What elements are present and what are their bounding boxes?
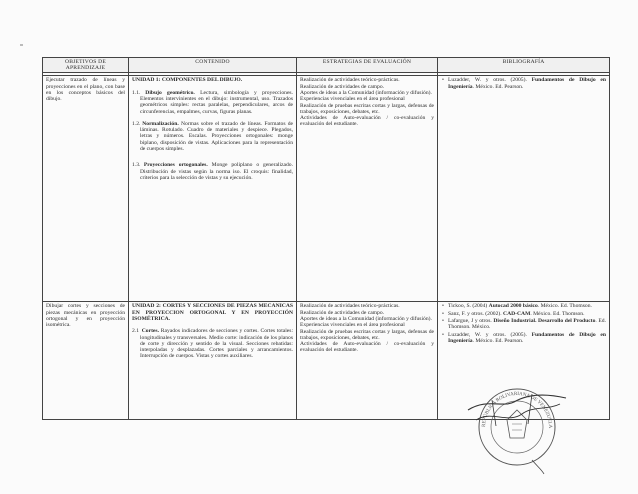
section-1-1: 1.1. Dibujo geométrico. Lectura, simbología y proyecciones. Elementos intervinientes en el dibujo: instrumental, uso. Trazados geométricos simples: rectas paralelas, perpendiculares, arcos de circunferencias, empalmes, curvas, figuras planas. <box>132 89 294 115</box>
header-objetivos: OBJETIVOS DE APRENDIZAJE <box>43 58 129 73</box>
header-row <box>43 58 610 73</box>
seal-ring-text: REPÚBLICA BOLIVARIANA DE VENEZUELA <box>481 391 553 429</box>
estrategia-item: Experiencias vivenciales en el área profesional <box>300 96 405 103</box>
estrategia-item: Realización de actividades teórico-prácticas. <box>300 303 400 310</box>
section-2-1: 2.1 Cortes. Rayados indicadores de secciones y cortes. Cortes totales: longitudinales y transversales. Medio corte: indicación de los planos de corte y dirección y sentido de la visual. Secciones rebatidas: interpoladas y desplazadas. Cortes parciales y arrancamientos. Interrupción de cuerpos. Vistas y cortes auxiliares. <box>132 328 294 360</box>
bib-entry: • Tickoo, S. (2004) Autocad 2000 básico. México. Ed. Thomson. <box>448 303 606 309</box>
objetivo-cell: Dibujar cortes y secciones de piezas mecánicas en proyección ortogonal y en proyección isométrica. <box>43 302 129 420</box>
unit-title: UNIDAD 1: COMPONENTES DEL DIBUJO. <box>132 77 243 84</box>
estrategia-item: Experiencias vivenciales en el área profesional <box>300 322 405 329</box>
contenido-cell <box>129 302 297 420</box>
bib-entry: • Sanz, F. y otros. (2002). CAD-CAM. México. Ed. Thomson. <box>448 311 606 317</box>
contenido-cell <box>129 76 297 302</box>
estrategia-item: Realización de pruebas escritas cortas y largas, defensas de trabajos, exposiciones, debates, etc. <box>300 328 434 341</box>
bibliografia-list <box>441 303 606 344</box>
header-bibliografia: BIBLIOGRAFÍA <box>438 58 610 73</box>
estrategia-item: Actividades de Auto-evaluación / co-evaluación y evaluación del estudiante. <box>300 115 434 128</box>
section-1-2: 1.2. Normalización. Normas sobre el trazado de líneas. Formatos de láminas. Rotulado. Cuadro de materiales y despiece. Plegados, letras y números. Escalas. Proyecciones ortogonales: monge biplano, disposición de vistas. Aplicaciones para la representación de cuerpos simples. <box>132 120 293 153</box>
estrategias-cell <box>297 302 438 420</box>
estrategia-item: Realización de actividades de campo. <box>300 83 385 90</box>
official-seal-icon <box>462 380 572 475</box>
header-estrategias: ESTRATEGIAS DE EVALUACIÓN <box>297 58 438 73</box>
estrategia-item: Aportes de ideas a la Comunidad (información y difusión). <box>300 316 432 322</box>
estrategia-item: Realización de actividades de campo. <box>300 309 385 316</box>
bib-entry: • Lafargue, J y otros. Diseño Industrial. Desarrollo del Producto. Ed. Thomson. México. <box>448 318 606 331</box>
bib-entry: • Luzadder, W. y otros. (2005). Fundamentos de Dibujo en Ingeniería. México. Ed. Pearson. <box>448 332 606 345</box>
unit-title: UNIDAD 2: CORTES Y SECCIONES DE PIEZAS MECANICAS EN PROYECCION ORTOGONAL Y EN PROYECCIÓN ISOMÉTRICA. <box>132 303 293 322</box>
scan-mark <box>20 44 23 46</box>
objetivo-cell: Ejecutar trazado de líneas y proyecciones en el plano, con base en los conceptos básicos del dibujo. <box>43 76 129 302</box>
table-row <box>43 76 610 302</box>
section-1-3: 1.3. Proyecciones ortogonales. Monge poliplano o generalizado. Distribución de vistas según la norma iso. El croquis: finalidad, criterios para la selección de vistas y su ejecución. <box>132 162 293 181</box>
bibliografia-cell <box>438 76 610 302</box>
estrategia-item: Realización de actividades teórico-prácticas. <box>300 77 400 84</box>
estrategia-item: Aportes de ideas a la Comunidad (información y difusión). <box>300 90 432 96</box>
syllabus-table <box>42 57 610 420</box>
estrategia-item: Realización de pruebas escritas cortas y largas, defensas de trabajos, exposiciones, debates, etc. <box>300 102 434 115</box>
bibliografia-list <box>441 77 606 90</box>
estrategias-cell <box>297 76 438 302</box>
estrategia-item: Actividades de Auto-evaluación / co-evaluación y evaluación del estudiante. <box>300 341 434 354</box>
bib-entry: • Luzadder, W. y otros. (2005). Fundamentos de Dibujo en Ingeniería. México. Ed. Pearson. <box>448 77 606 90</box>
header-contenido: CONTENIDO <box>129 58 297 73</box>
